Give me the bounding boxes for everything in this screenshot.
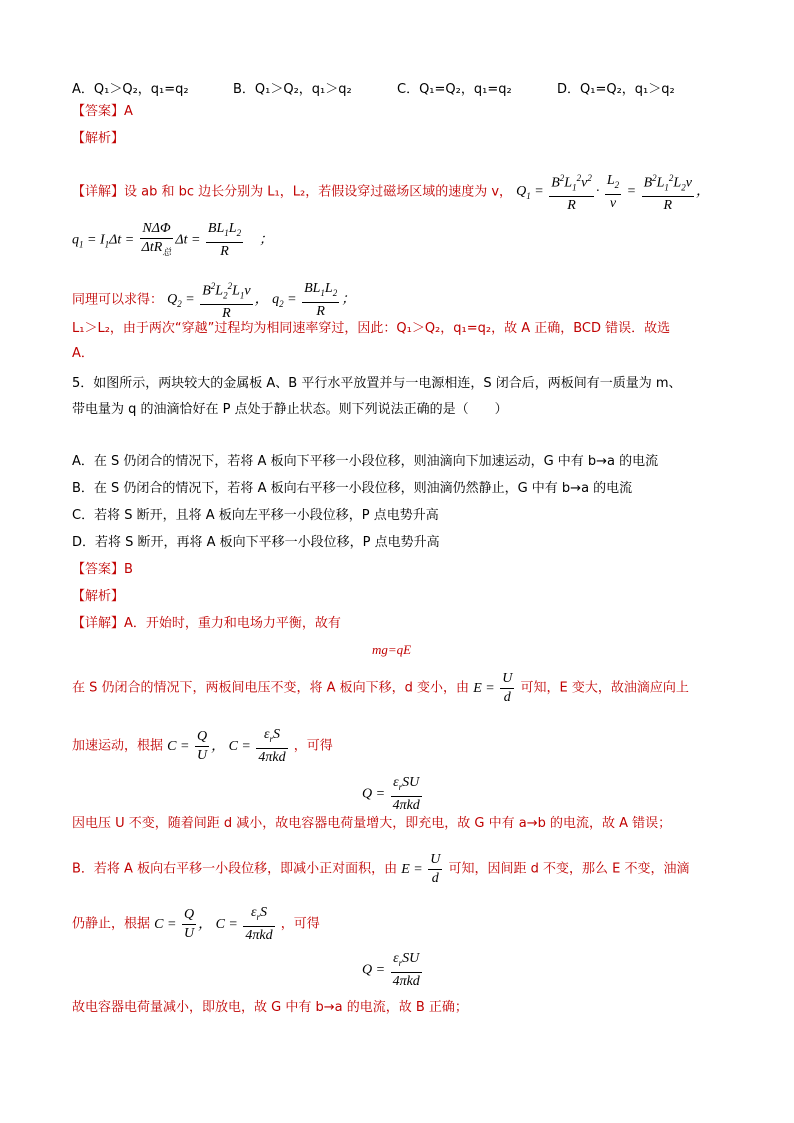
q5-a-line3: 因电压 U 不变，随着间距 d 减小，故电容器电荷量增大，即充电，故 G 中有 a→b 的电流，故 A 错误；: [72, 816, 672, 831]
q5-a-line1: [72, 670, 689, 707]
q4-answer-label: 【答案】A: [72, 104, 133, 119]
q5-formula-E-b: E = $\frac{U}{d}$: [401, 852, 441, 886]
q4-similar-label: 同理可以求得：: [72, 292, 164, 308]
q5-a-line2-pre: 加速运动，根据: [72, 738, 164, 754]
option-c: C．Q₁=Q₂，q₁=q₂: [397, 82, 512, 97]
q4-formula-q1: $q_1 = I_1\Delta t$ = $\frac{\text{NΔΦ}}{\Delta tR_总}$ Δt = $\frac{BL_1L_2}{R}$ ；: [72, 221, 274, 259]
q5-formula-C: C = $\frac{Q}{U}$ ， C = $\frac{\varepsilon_rS}{\text{4πkd}}$: [167, 727, 286, 765]
q4-formula-Q1: $Q_1$ = $\frac{B^2L_1^2v^2}{R}$ · $\frac{L_2}{v}$ = $\frac{B^2L_1^2L_2v}{R}$ ，: [516, 184, 710, 199]
option-a: A．Q₁＞Q₂，q₁=q₂: [72, 82, 189, 97]
q4-detail-line: [72, 169, 710, 215]
q5-b-line1: [72, 851, 689, 888]
q5-b-line2: [72, 904, 320, 945]
q4-conclusion-1: L₁＞L₂，由于两次“穿越”过程均为相同速率穿过，因此：Q₁＞Q₂，q₁=q₂，故 A 正确，BCD 错误．故选: [72, 321, 671, 336]
q5-option-d: D．若将 S 断开，再将 A 板向下平移一小段位移，P 点电势升高: [72, 535, 440, 550]
option-d: D．Q₁=Q₂，q₁＞q₂: [557, 82, 675, 97]
q4-conclusion-2: A．: [72, 346, 94, 361]
q5-formula-C-b: C = $\frac{Q}{U}$ ， C = $\frac{\varepsilon_rS}{\text{4πkd}}$: [154, 905, 273, 943]
q5-formula-Q-a: Q = $\frac{\varepsilon_rSU}{\text{4πkd}}$: [362, 775, 420, 813]
option-b: B．Q₁＞Q₂，q₁＞q₂: [233, 82, 352, 97]
q5-analysis-label: 【解析】: [72, 589, 125, 604]
q5-b-line3: 故电容器电荷量减小，即放电，故 G 中有 b→a 的电流，故 B 正确；: [72, 1000, 468, 1015]
q5-a-line1-post: 可知，E 变大，故油滴应向上: [520, 680, 689, 696]
q5-formula-Q-b: Q = $\frac{\varepsilon_rSU}{\text{4πkd}}$: [362, 951, 420, 989]
q5-a-line1-pre: 在 S 仍闭合的情况下，两板间电压不变，将 A 板向下移，d 变小，由: [72, 680, 470, 696]
q4-formula-Q2-q2: $Q_2$ = $\frac{B^2L_2^2L_1v}{R}$ ， $q_2$ = $\frac{BL_1L_2}{R}$ ；: [167, 292, 355, 307]
q5-option-a: A．在 S 仍闭合的情况下，若将 A 板向下平移一小段位移，则油滴向下加速运动，G 中有 b→a 的电流: [72, 454, 659, 469]
q5-b-line2-pre: 仍静止，根据: [72, 916, 151, 932]
q5-stem-2: 带电量为 q 的油滴恰好在 P 点处于静止状态。则下列说法正确的是（ ）: [72, 402, 508, 417]
q5-a-line2-post: ，可得: [293, 738, 333, 754]
q5-b-line1-pre: B．若将 A 板向右平移一小段位移，即减小正对面积，由: [72, 861, 398, 877]
q5-b-line2-post: ，可得: [280, 916, 320, 932]
q5-option-c: C．若将 S 断开，且将 A 板向左平移一小段位移，P 点电势升高: [72, 508, 439, 523]
q4-analysis-label: 【解析】: [72, 131, 125, 146]
q5-option-b: B．在 S 仍闭合的情况下，若将 A 板向右平移一小段位移，则油滴仍然静止，G 中有 b→a 的电流: [72, 481, 633, 496]
q5-detail-a: 【详解】A．开始时，重力和电场力平衡，故有: [72, 616, 341, 631]
q5-answer-label: 【答案】B: [72, 562, 133, 577]
q5-stem-1: 5．如图所示，两块较大的金属板 A、B 平行水平放置并与一电源相连，S 闭合后，两板间有一质量为 m、: [72, 376, 682, 391]
q5-a-line2: [72, 726, 333, 767]
q5-b-line1-post: 可知，因间距 d 不变，那么 E 不变，油滴: [448, 861, 690, 877]
q4-detail-intro: 【详解】设 ab 和 bc 边长分别为 L₁，L₂，若假设穿过磁场区域的速度为 v，: [72, 184, 513, 200]
q5-eq-balance: mg=qE: [372, 642, 412, 657]
q5-formula-E: E = $\frac{U}{d}$: [473, 671, 513, 705]
q4-similar-line: [72, 277, 355, 323]
